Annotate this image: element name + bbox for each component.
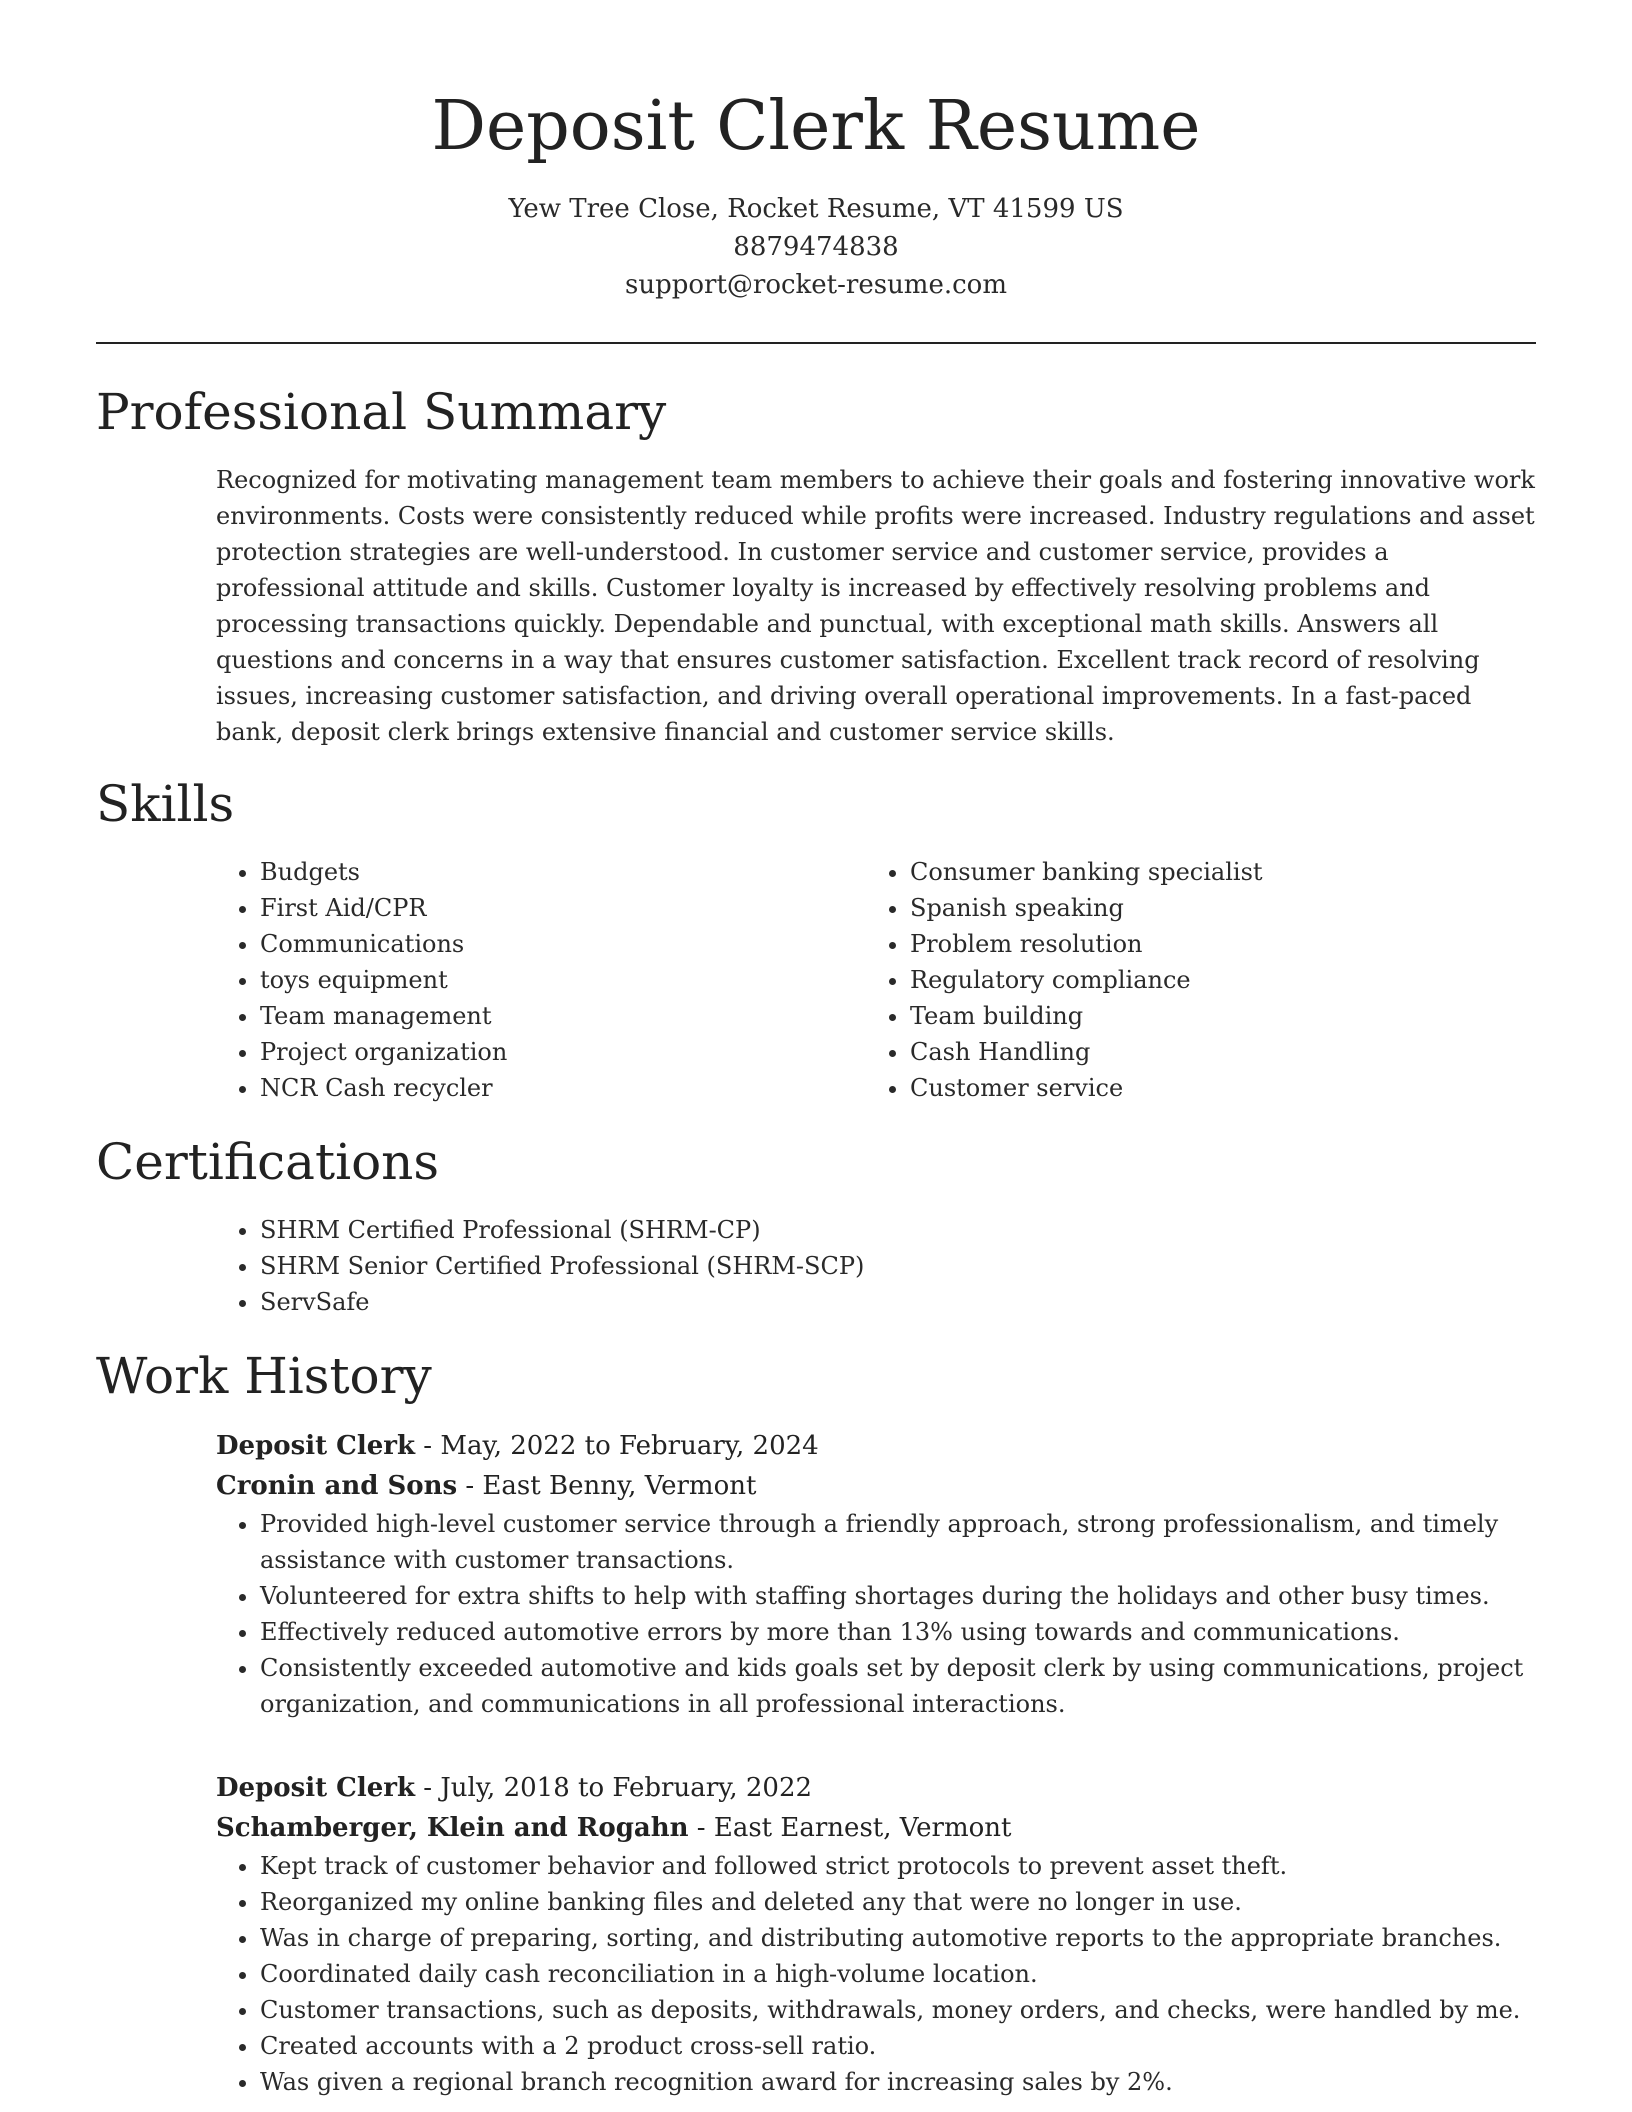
skills-column-right: [866, 854, 1506, 1106]
certification-item: • ServSafe: [260, 1284, 1516, 1320]
job-bullet: • Customer transactions, such as deposits, withdrawals, money orders, and checks, were handled by me.: [260, 1992, 1536, 2028]
skills-list-left: [216, 854, 816, 1106]
job-bullet: • Reorganized my online banking files and deleted any that were no longer in use.: [260, 1884, 1536, 1920]
skill-item: • Communications: [260, 926, 816, 962]
job-title: Deposit Clerk: [216, 1773, 416, 1803]
job-bullet: • Created accounts with a 2 product cross-sell ratio.: [260, 2028, 1536, 2064]
page-title: Deposit Clerk Resume: [431, 87, 1201, 166]
skills-list-right: [866, 854, 1506, 1106]
certification-item: • SHRM Senior Certified Professional (SHRM-SCP): [260, 1248, 1516, 1284]
skill-item: • Project organization: [260, 1034, 816, 1070]
job-entry: [216, 1768, 1536, 2100]
job-bullets: [216, 1848, 1536, 2100]
job-title-line: [216, 1426, 1536, 1466]
certifications-list-wrap: [216, 1212, 1516, 1320]
summary-text: Recognized for motivating management team members to achieve their goals and fostering innovative work environments. Costs were consistently reduced while profits were increased. Industry regulations and asset protection strategies are well-understood. In customer service and customer service, provides a professional attitude and skills. Customer loyalty is increased by effectively resolving problems and processing transactions quickly. Dependable and punctual, with exceptional math skills. Answers all questions and concerns in a way that ensures customer satisfaction. Excellent track record of resolving issues, increasing customer satisfaction, and driving overall operational improvements. In a fast-paced bank, deposit clerk brings extensive financial and customer service skills.: [216, 466, 1535, 746]
skill-item: • First Aid/CPR: [260, 890, 816, 926]
skill-item: • Spanish speaking: [910, 890, 1506, 926]
job-bullet: • Coordinated daily cash reconciliation in a high-volume location.: [260, 1956, 1536, 1992]
skill-item: • Consumer banking specialist: [910, 854, 1506, 890]
job-title-line: [216, 1768, 1536, 1808]
skill-item: • Budgets: [260, 854, 816, 890]
contact-address: Yew Tree Close, Rocket Resume, VT 41599 US: [508, 194, 1124, 224]
skill-item: • NCR Cash recycler: [260, 1070, 816, 1106]
header-divider: [96, 342, 1536, 344]
job-dates: - July, 2018 to February, 2022: [415, 1773, 813, 1803]
job-bullets: [216, 1506, 1536, 1722]
certifications-list: [216, 1212, 1516, 1320]
job-location: - East Earnest, Vermont: [688, 1813, 1012, 1843]
job-dates: - May, 2022 to February, 2024: [415, 1431, 819, 1461]
job-company-line: [216, 1808, 1536, 1848]
job-bullet: • Effectively reduced automotive errors by more than 13% using towards and communications.: [260, 1614, 1536, 1650]
skill-item: • toys equipment: [260, 962, 816, 998]
skill-item: • Cash Handling: [910, 1034, 1506, 1070]
job-bullet: • Was in charge of preparing, sorting, and distributing automotive reports to the appropriate branches.: [260, 1920, 1536, 1956]
skills-column-left: [216, 854, 816, 1106]
job-company-line: [216, 1466, 1536, 1506]
job-bullet: • Provided high-level customer service through a friendly approach, strong professionalism, and timely assistance with customer transactions.: [260, 1506, 1536, 1578]
summary-heading: Professional Summary: [96, 383, 667, 441]
skills-heading: Skills: [96, 775, 235, 833]
skill-item: • Regulatory compliance: [910, 962, 1506, 998]
job-location: - East Benny, Vermont: [457, 1471, 757, 1501]
job-company: Schamberger, Klein and Rogahn: [216, 1813, 689, 1843]
job-entry: [216, 1426, 1536, 1722]
job-bullet: • Was given a regional branch recognition award for increasing sales by 2%.: [260, 2064, 1536, 2100]
work-history-heading: Work History: [96, 1347, 432, 1405]
job-bullet: • Volunteered for extra shifts to help with staffing shortages during the holidays and other busy times.: [260, 1578, 1536, 1614]
certification-item: • SHRM Certified Professional (SHRM-CP): [260, 1212, 1516, 1248]
skill-item: • Team management: [260, 998, 816, 1034]
resume-header: [0, 82, 1632, 304]
skill-item: • Problem resolution: [910, 926, 1506, 962]
job-company: Cronin and Sons: [216, 1471, 458, 1501]
certifications-heading: Certifications: [96, 1133, 440, 1191]
contact-email: support@rocket-resume.com: [624, 270, 1007, 300]
job-bullet: • Kept track of customer behavior and followed strict protocols to prevent asset theft.: [260, 1848, 1536, 1884]
skill-item: • Customer service: [910, 1070, 1506, 1106]
job-title: Deposit Clerk: [216, 1431, 416, 1461]
contact-phone: 8879474838: [733, 232, 899, 262]
job-bullet: • Consistently exceeded automotive and kids goals set by deposit clerk by using communications, project organization, and communications in all professional interactions.: [260, 1650, 1536, 1722]
skill-item: • Team building: [910, 998, 1506, 1034]
